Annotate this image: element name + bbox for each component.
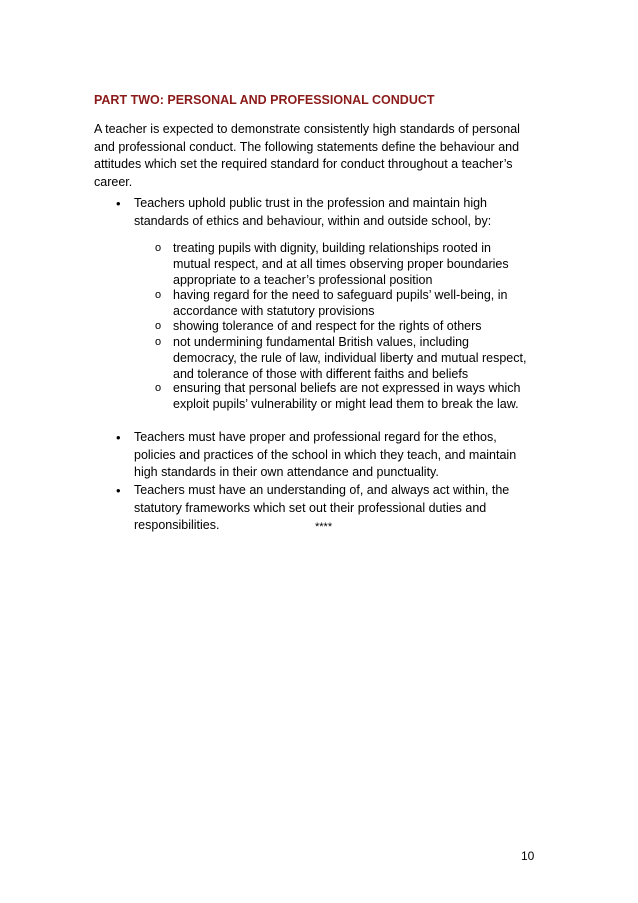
sub-item-line: and tolerance of those with different faiths and beliefs	[173, 367, 469, 381]
bullet-line: Teachers uphold public trust in the profession and maintain high	[134, 196, 487, 210]
bullet-dot-icon: •	[116, 430, 121, 445]
bullet-dot-icon: •	[116, 196, 121, 211]
sub-item-line: showing tolerance of and respect for the rights of others	[173, 319, 482, 333]
sub-item-line: exploit pupils’ vulnerability or might lead them to break the law.	[173, 397, 519, 411]
sub-item-text	[173, 287, 507, 319]
sub-item-text	[173, 334, 526, 382]
sub-item-line: ensuring that personal beliefs are not expressed in ways which	[173, 381, 521, 395]
sub-item-line: not undermining fundamental British values, including	[173, 335, 470, 349]
bullet-line: Teachers must have proper and professional regard for the ethos,	[134, 430, 497, 444]
sub-bullet-icon: o	[155, 289, 162, 301]
bullet-text	[134, 195, 491, 230]
sub-bullet-icon: o	[155, 242, 162, 254]
sub-item-line: democracy, the rule of law, individual liberty and mutual respect,	[173, 351, 527, 365]
sub-item-line: accordance with statutory provisions	[173, 304, 375, 318]
intro-line: attitudes which set the required standard for conduct throughout a teacher’s	[94, 157, 513, 171]
bullet-line: Teachers must have an understanding of, and always act within, the	[134, 483, 510, 497]
bullet-line: statutory frameworks which set out their professional duties and	[134, 500, 487, 515]
sub-item-text	[173, 318, 482, 334]
bullet-text	[134, 429, 516, 482]
intro-line: and professional conduct. The following statements define the behaviour and	[94, 139, 520, 154]
section-separator: ****	[315, 521, 333, 533]
sub-item-line: treating pupils with dignity, building relationships rooted in	[173, 241, 492, 255]
sub-item-line: having regard for the need to safeguard pupils’ well-being, in	[173, 288, 508, 302]
sub-bullet-icon: o	[155, 320, 162, 332]
sub-item-line: mutual respect, and at all times observing proper boundaries	[173, 257, 509, 271]
sub-item-line: appropriate to a teacher’s professional position	[173, 273, 433, 287]
bullet-line: policies and practices of the school in which they teach, and maintain	[134, 447, 517, 462]
intro-line: A teacher is expected to demonstrate consistently high standards of personal	[94, 122, 520, 136]
bullet-line: responsibilities.	[134, 518, 220, 532]
intro-paragraph	[94, 121, 554, 191]
section-heading: PART TWO: PERSONAL AND PROFESSIONAL CONDUCT	[94, 93, 435, 107]
bullet-dot-icon: •	[116, 483, 121, 498]
sub-bullet-icon: o	[155, 382, 162, 394]
page-number: 10	[521, 849, 535, 863]
sub-item-text	[173, 240, 509, 288]
sub-bullet-icon: o	[155, 336, 162, 348]
intro-line: career.	[94, 174, 133, 189]
bullet-line: high standards in their own attendance and punctuality.	[134, 465, 439, 479]
bullet-line: standards of ethics and behaviour, within and outside school, by:	[134, 213, 492, 228]
sub-item-text	[173, 380, 520, 412]
